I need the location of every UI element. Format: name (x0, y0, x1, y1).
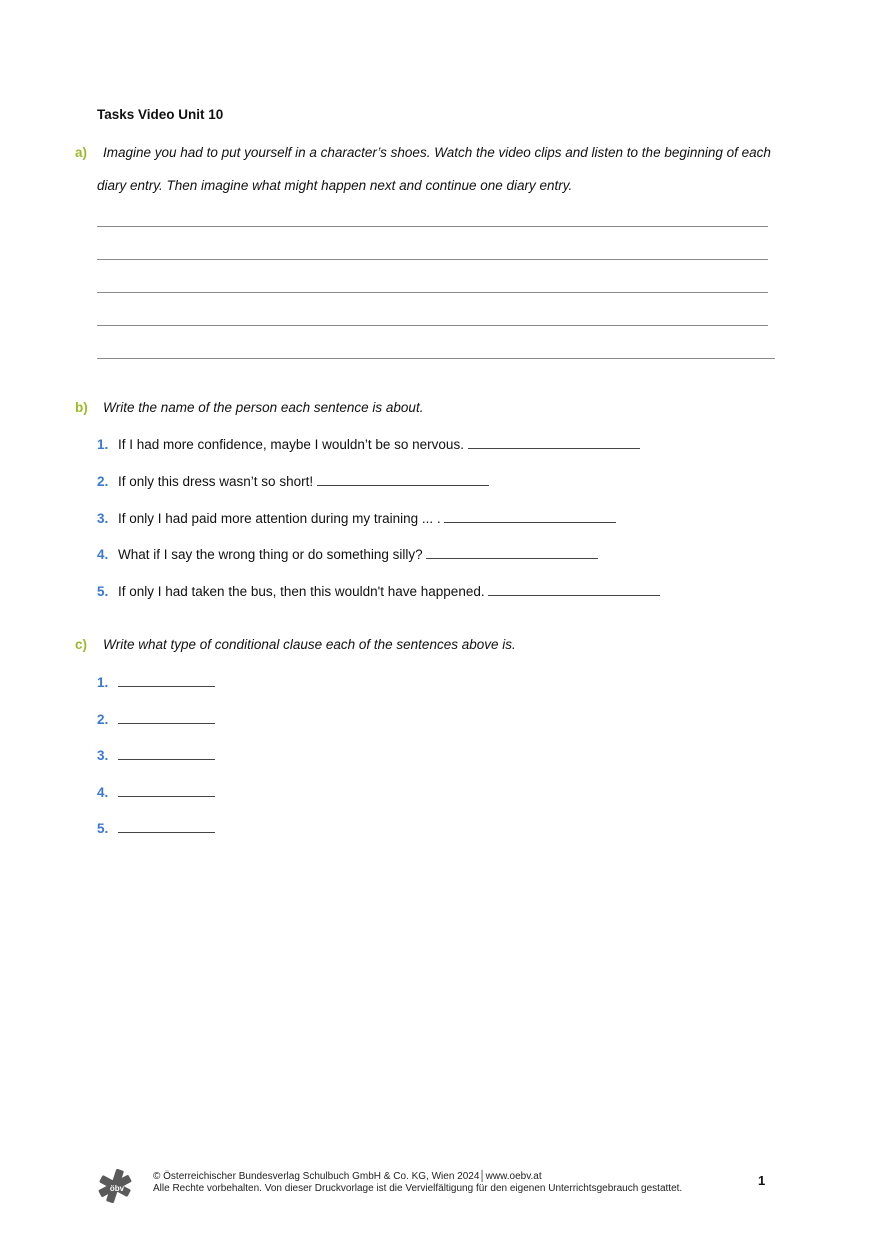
item-number: 3. (97, 748, 109, 763)
oebv-logo-icon (97, 1168, 133, 1204)
task-b-item (97, 436, 640, 452)
item-sentence: If only I had paid more attention during my training ... . (118, 511, 441, 526)
task-c-item (97, 820, 215, 836)
item-number: 4. (97, 547, 109, 562)
item-number: 1. (97, 675, 109, 690)
answer-blank[interactable] (444, 510, 616, 523)
task-b-instruction (75, 400, 423, 415)
task-c-text: Write what type of conditional clause each of the sentences above is. (103, 637, 516, 652)
answer-blank[interactable] (118, 747, 215, 760)
task-c-item (97, 747, 215, 763)
copyright-line-2: Alle Rechte vorbehalten. Von dieser Druckvorlage ist die Vervielfältigung für den eigenen Unterrichtsgebrauch gestattet. (153, 1183, 683, 1194)
task-b-item (97, 583, 660, 599)
answer-blank[interactable] (317, 473, 489, 486)
task-a-text-line-2: diary entry. Then imagine what might happen next and continue one diary entry. (97, 178, 573, 193)
task-b-item (97, 546, 598, 562)
answer-blank[interactable] (118, 784, 215, 797)
writing-line[interactable] (97, 358, 775, 359)
copyright-notice (153, 1171, 682, 1195)
writing-line[interactable] (97, 292, 768, 293)
answer-blank[interactable] (118, 674, 215, 687)
task-a-label: a) (75, 145, 88, 160)
answer-blank[interactable] (118, 711, 215, 724)
answer-blank[interactable] (118, 820, 215, 833)
writing-line[interactable] (97, 226, 768, 227)
item-sentence: If I had more confidence, maybe I wouldn’t be so nervous. (118, 437, 464, 452)
item-number: 5. (97, 584, 109, 599)
writing-line[interactable] (97, 259, 768, 260)
item-number: 5. (97, 821, 109, 836)
answer-blank[interactable] (488, 583, 660, 596)
item-number: 4. (97, 785, 109, 800)
item-sentence: If only I had taken the bus, then this wouldn't have happened. (118, 584, 485, 599)
item-number: 1. (97, 437, 109, 452)
task-b-item (97, 473, 489, 489)
page-number: 1 (758, 1173, 766, 1188)
task-c-label: c) (75, 637, 88, 652)
writing-line[interactable] (97, 325, 768, 326)
answer-blank[interactable] (426, 546, 598, 559)
copyright-line-1: © Österreichischer Bundesverlag Schulbuch GmbH & Co. KG, Wien 2024│www.oebv.at (153, 1171, 542, 1182)
task-a-instruction (75, 145, 771, 160)
item-number: 2. (97, 712, 109, 727)
task-c-item (97, 784, 215, 800)
task-c-instruction (75, 637, 516, 652)
worksheet-title: Tasks Video Unit 10 (97, 107, 224, 122)
svg-text:öbv: öbv (109, 1184, 125, 1193)
task-b-item (97, 510, 616, 526)
item-number: 2. (97, 474, 109, 489)
task-a-text-line-1: Imagine you had to put yourself in a character’s shoes. Watch the video clips and listen to the beginning of each (103, 145, 771, 160)
task-b-label: b) (75, 400, 88, 415)
item-sentence: If only this dress wasn’t so short! (118, 474, 314, 489)
answer-blank[interactable] (468, 436, 640, 449)
task-b-text: Write the name of the person each sentence is about. (103, 400, 424, 415)
task-c-item (97, 711, 215, 727)
item-sentence: What if I say the wrong thing or do something silly? (118, 547, 423, 562)
task-c-item (97, 674, 215, 690)
item-number: 3. (97, 511, 109, 526)
